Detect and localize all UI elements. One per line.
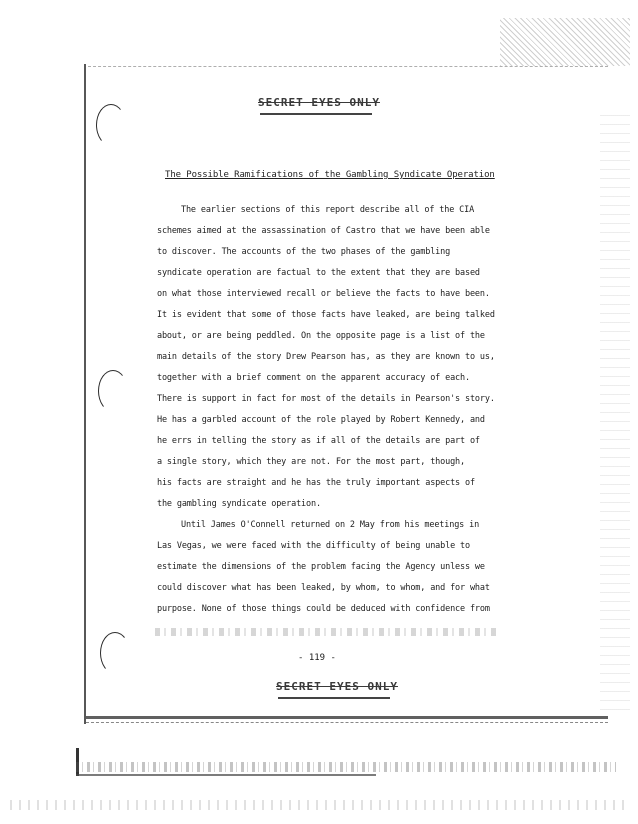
section-heading: The Possible Ramifications of the Gambling Syndicate Operation	[165, 170, 495, 180]
classification-stamp-bottom: SECRET EYES ONLY	[276, 680, 398, 693]
scan-noise-bottom-strip	[76, 762, 616, 772]
body-line-2: schemes aimed at the assassination of Castro that we have been able	[157, 226, 490, 236]
stamp-strike-bar-bottom	[278, 697, 390, 699]
stamp-strike-bar-top	[260, 113, 372, 115]
body-line-9: together with a brief comment on the apparent accuracy of each.	[157, 373, 470, 383]
body-line-14: his facts are straight and he has the truly important aspects of	[157, 478, 475, 488]
body-line-1: The earlier sections of this report describe all of the CIA	[181, 205, 475, 215]
body-line-12: he errs in telling the story as if all of the details are part of	[157, 436, 480, 446]
page-number: - 119 -	[298, 653, 336, 663]
scan-noise-bottom	[10, 800, 630, 810]
body-line-15: the gambling syndicate operation.	[157, 499, 321, 509]
page-frame-bottom	[86, 716, 608, 719]
faint-cutoff-line	[155, 628, 500, 636]
body-line-8: main details of the story Drew Pearson has, as they are known to us,	[157, 352, 495, 362]
body-line-17: Las Vegas, we were faced with the difficulty of being unable to	[157, 541, 470, 551]
body-line-3: to discover. The accounts of the two phases of the gambling	[157, 247, 451, 257]
punch-hole-middle	[98, 370, 128, 412]
body-line-6: It is evident that some of those facts have leaked, are being talked	[157, 310, 495, 320]
body-line-10: There is support in fact for most of the details in Pearson's story.	[157, 394, 495, 404]
body-line-19: could discover what has been leaked, by whom, to whom, and for what	[157, 583, 490, 593]
body-line-4: syndicate operation are factual to the extent that they are based	[157, 268, 480, 278]
page-frame-base	[76, 774, 376, 776]
body-line-16: Until James O'Connell returned on 2 May from his meetings in	[181, 520, 480, 530]
scan-noise-right-edge	[600, 110, 630, 710]
body-line-11: He has a garbled account of the role played by Robert Kennedy, and	[157, 415, 485, 425]
page-frame-bottom-dashed	[86, 722, 608, 724]
body-line-20: purpose. None of those things could be deduced with confidence from	[157, 604, 490, 614]
scan-noise-top-right	[500, 18, 630, 66]
classification-stamp-top: SECRET EYES ONLY	[258, 96, 380, 109]
punch-hole-bottom	[100, 632, 130, 674]
body-line-18: estimate the dimensions of the problem facing the Agency unless we	[157, 562, 485, 572]
page-frame-left	[84, 64, 86, 724]
body-line-7: about, or are being peddled. On the opposite page is a list of the	[157, 331, 485, 341]
page-frame-top	[88, 66, 608, 68]
punch-hole-top	[96, 104, 126, 146]
body-line-5: on what those interviewed recall or believe the facts to have been.	[157, 289, 490, 299]
body-line-13: a single story, which they are not. For the most part, though,	[157, 457, 465, 467]
